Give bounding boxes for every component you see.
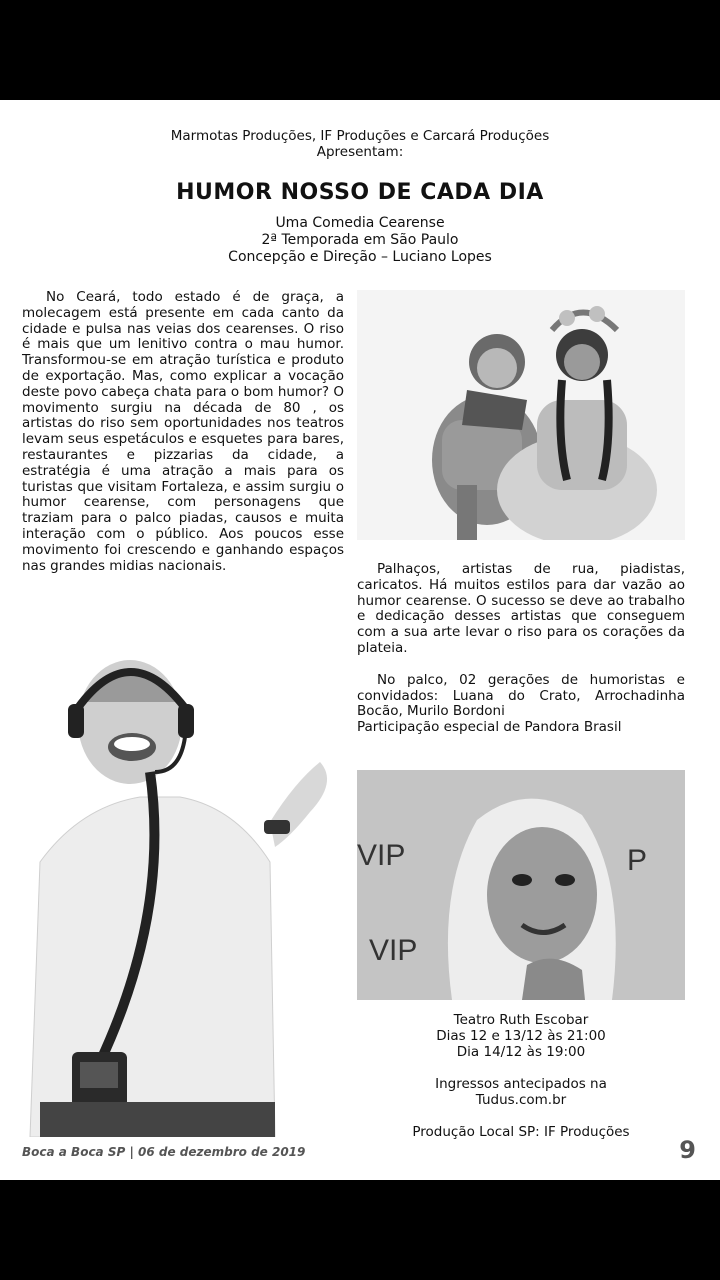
vip-text: P (627, 844, 648, 877)
tickets-line: Ingressos antecipados na (435, 1076, 607, 1092)
local-production: Produção Local SP: IF Produções (412, 1124, 630, 1140)
subtitle-season: 2ª Temporada em São Paulo (261, 232, 459, 248)
presenters-line-2: Apresentam: (316, 144, 404, 160)
page-number: 9 (679, 1136, 696, 1164)
article-right-column (357, 562, 685, 736)
vip-text: VIP (357, 839, 406, 872)
subtitle-block (0, 215, 720, 266)
tickets-site: Tudus.com.br (475, 1092, 567, 1108)
clowns-photo (357, 290, 685, 540)
dates-secondary: Dia 14/12 às 19:00 (456, 1044, 586, 1060)
presenters (0, 128, 720, 160)
subtitle-direction: Concepção e Direção – Luciano Lopes (228, 249, 492, 265)
article-left-column (22, 290, 344, 574)
vip-text: VIP (369, 934, 418, 967)
presenters-line: Marmotas Produções, IF Produções e Carcará Produções (170, 128, 550, 144)
magazine-page (0, 100, 720, 1180)
venue: Teatro Ruth Escobar (453, 1012, 589, 1028)
article-paragraph: No Ceará, todo estado é de graça, a molecagem está presente em cada canto da cidade e pulsa nas veias dos cearenses. O riso é mais que um lenitivo contra o mau humor. Transformou-se em atração turística e produto de exportação. Mas, como explicar a vocação deste povo cabeça chata para o bom humor? O movimento surgiu na década de 80 , os artistas do riso sem oportunidades nos teatros levam seus espetáculos e esquetes para bares, restaurantes e pizzarias da cidade, a estratégia é uma atração a mais para os turistas que visitam Fortaleza, e assim surgiu o humor cearense, com personagens que traziam para o palco piadas, causos e muita interação com o público. Aos poucos esse movimento foi crescendo e ganhando espaços nas grandes midias nacionais. (22, 289, 344, 574)
article-paragraph-special: Participação especial de Pandora Brasil (357, 719, 622, 736)
event-info (357, 1012, 685, 1140)
dates-primary: Dias 12 e 13/12 às 21:00 (436, 1028, 606, 1044)
director-photo (20, 632, 342, 1137)
footer-publication: Boca a Boca SP | 06 de dezembro de 2019 (22, 1145, 306, 1159)
pandora-photo (357, 770, 685, 1000)
subtitle-genre: Uma Comedia Cearense (275, 215, 445, 231)
page-title: HUMOR NOSSO DE CADA DIA (176, 180, 544, 205)
article-paragraph-styles: Palhaços, artistas de rua, piadistas, caricatos. Há muitos estilos para dar vazão ao humor cearense. O sucesso se deve ao trabalho e dedicação desses artistas que conseguem com a sua arte levar o riso para os corações da plateia. (357, 561, 685, 656)
article-paragraph-cast: No palco, 02 gerações de humoristas e convidados: Luana do Crato, Arrochadinha Bocão, Murilo Bordoni (357, 671, 685, 720)
